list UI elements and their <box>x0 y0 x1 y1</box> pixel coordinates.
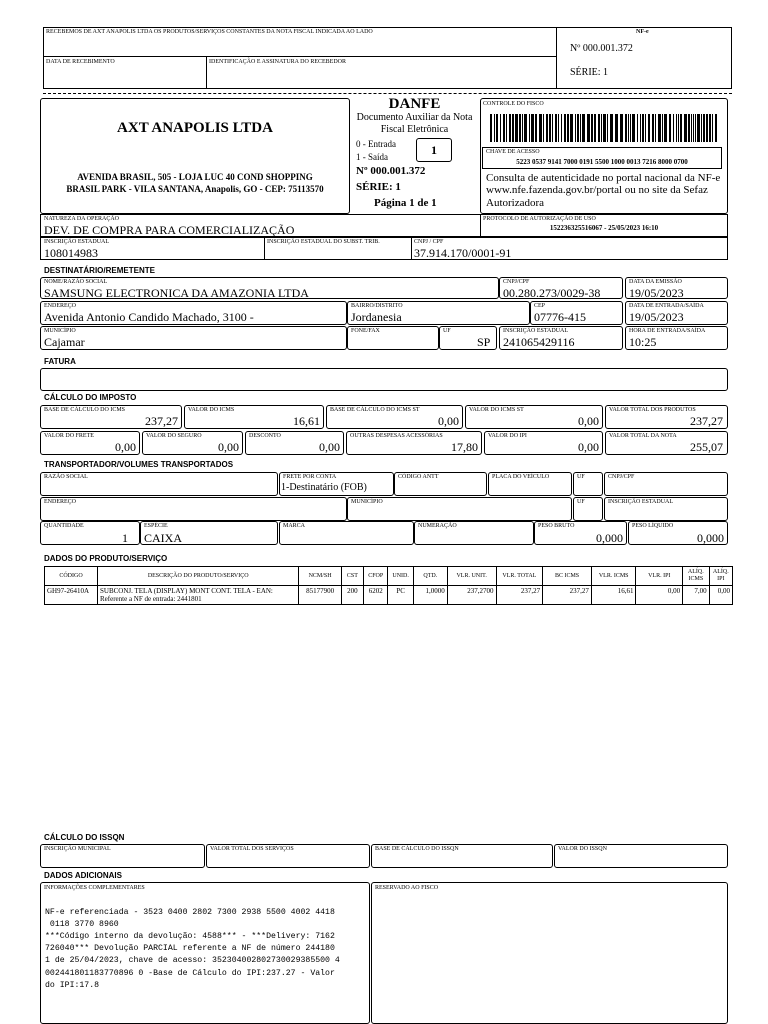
products-header <box>45 567 733 586</box>
barcode-bar <box>580 114 581 142</box>
icms: 16,61 <box>293 414 320 428</box>
products-table <box>44 566 733 605</box>
services-total-label: VALOR TOTAL DOS SERVIÇOS <box>210 846 294 852</box>
carrier-ie-label: INSCRIÇÃO ESTADUAL <box>608 499 674 505</box>
ie-label: INSCRIÇÃO ESTADUAL <box>44 239 110 245</box>
emitter-name: AXT ANAPOLIS LTDA <box>117 120 273 136</box>
recipient-cnpj: 00.280.273/0029-38 <box>503 286 601 300</box>
barcode-bar <box>582 114 585 142</box>
species: CAIXA <box>144 531 182 545</box>
barcode-bar <box>706 114 708 142</box>
danfe-number: Nº 000.001.372 <box>356 165 426 177</box>
barcode-bar <box>652 114 654 142</box>
barcode-bar <box>701 114 702 142</box>
barcode-bar <box>630 114 631 142</box>
control-label: CONTROLE DO FISCO <box>483 101 544 107</box>
tax-section: CÁLCULO DO IMPOSTO <box>44 393 137 402</box>
plate-label: PLACA DO VEÍCULO <box>492 474 550 480</box>
freight-mode-label: FRETE POR CONTA <box>283 474 337 480</box>
total-products: 237,27 <box>690 414 723 428</box>
barcode-bar <box>543 114 544 142</box>
barcode-bar <box>662 114 663 142</box>
receipt-text: RECEBEMOS DE AXT ANAPOLIS LTDA OS PRODUTOS/SERVIÇOS CONSTANTES DA NOTA FISCAL INDICADA AO LADO <box>46 29 373 35</box>
uf-label: UF <box>443 328 451 334</box>
barcode-bar <box>512 114 514 142</box>
net-weight: 0,000 <box>697 531 724 545</box>
recipient-ie-label: INSCRIÇÃO ESTADUAL <box>503 328 569 334</box>
emission-date: 19/05/2023 <box>629 286 684 300</box>
total-products-label: VALOR TOTAL DOS PRODUTOS <box>609 407 696 413</box>
carrier-uf2-label: UF <box>577 499 585 505</box>
carrier-city-label: MUNICÍPIO <box>351 499 383 505</box>
info-line: ***Código interno da devolução: 4588*** - ***Delivery: 7162 <box>45 932 335 942</box>
col-aliq-ipi: ALÍQ. IPI <box>709 567 732 586</box>
insurance-label: VALOR DO SEGURO <box>146 433 202 439</box>
freight: 0,00 <box>115 440 136 454</box>
barcode-bar <box>628 114 629 142</box>
recipient-city: Cajamar <box>44 335 85 349</box>
info-line: do IPI:17.8 <box>45 980 100 990</box>
cell-description-line1: SUBCONJ. TELA (DISPLAY) MONT CONT. TELA - EAN: <box>100 587 273 595</box>
antt-label: CÓDIGO ANTT <box>398 474 439 480</box>
stub-nfe-label: NF-e <box>636 29 649 35</box>
barcode-bar <box>601 114 602 142</box>
danfe-subtitle: Documento Auxiliar da Nota Fiscal Eletrônica <box>356 112 473 135</box>
barcode-bar <box>587 114 590 142</box>
barcode-bar <box>697 114 700 142</box>
barcode-bar <box>615 114 618 142</box>
barcode-bar <box>658 114 661 142</box>
col-ncm: NCM/SH <box>299 567 341 586</box>
discount: 0,00 <box>319 440 340 454</box>
danfe-series: SÉRIE: 1 <box>356 181 401 193</box>
barcode-bar <box>539 114 542 142</box>
nature-label: NATUREZA DA OPERAÇÃO <box>44 216 120 222</box>
recipient-name-label: NOME/RAZÃO SOCIAL <box>44 279 108 285</box>
barcode-bar <box>546 114 548 142</box>
district-label: BAIRRO/DISTRITO <box>351 303 403 309</box>
recipient-uf: SP <box>477 335 491 349</box>
barcode-bar <box>503 114 505 142</box>
barcode-bar <box>570 114 573 142</box>
consult-text: Consulta de autenticidade no portal nacional da NF-e www.nfe.fazenda.gov.br/portal ou no site da Sefaz Autorizadora <box>486 172 721 209</box>
barcode-bar <box>496 114 498 142</box>
barcode-bar <box>673 114 674 142</box>
barcode-bar <box>575 114 576 142</box>
date-io-label: DATA DE ENTRADA/SAÍDA <box>629 303 704 309</box>
reserved-label: RESERVADO AO FISCO <box>375 885 439 891</box>
issqn-value-label: VALOR DO ISSQN <box>558 846 607 852</box>
numbering-label: NUMERAÇÃO <box>418 523 457 529</box>
net-weight-label: PESO LÍQUIDO <box>632 523 674 529</box>
col-cfop: CFOP <box>364 567 388 586</box>
recipient-district: Jordanesia <box>351 310 402 324</box>
additional-info-label: INFORMAÇÕES COMPLEMENTARES <box>44 885 145 891</box>
barcode-bar <box>688 114 690 142</box>
emitter-box <box>40 98 350 214</box>
emission-label: DATA DA EMISSÃO <box>629 279 682 285</box>
icms-label: VALOR DO ICMS <box>188 407 235 413</box>
issqn-base-label: BASE DE CÁLCULO DO ISSQN <box>375 846 459 852</box>
barcode-bar <box>558 114 559 142</box>
entry-label: 0 - Entrada <box>356 139 396 149</box>
barcode-bar <box>625 114 627 142</box>
col-aliq-icms: ALÍQ. ICMS <box>683 567 710 586</box>
barcode-bar <box>549 114 551 142</box>
barcode-bar <box>607 114 608 142</box>
barcode-bar <box>535 114 537 142</box>
cell-unit: PC <box>388 586 413 605</box>
bc-icms-label: BASE DE CÁLCULO DO ICMS <box>44 407 126 413</box>
barcode-bar <box>522 114 523 142</box>
cell-icms: 16,61 <box>591 586 636 605</box>
total-note-label: VALOR TOTAL DA NOTA <box>609 433 677 439</box>
freight-label: VALOR DO FRETE <box>44 433 94 439</box>
cell-ncm: 85177900 <box>299 586 341 605</box>
ie-row <box>40 237 728 260</box>
barcode-bar <box>509 114 511 142</box>
cell-code: GH97-26410A <box>45 586 98 605</box>
discount-label: DESCONTO <box>249 433 281 439</box>
bc-st-label: BASE DE CÁLCULO DO ICMS ST <box>330 407 420 413</box>
recipient-address: Avenida Antonio Candido Machado, 3100 - <box>44 310 254 324</box>
access-key: 5223 0537 9141 7000 0191 5500 1000 0013 7216 8000 0700 <box>516 158 688 166</box>
col-bc-icms: BC ICMS <box>543 567 592 586</box>
invoice-section: FATURA <box>44 357 76 366</box>
barcode-bar <box>695 114 696 142</box>
city-box <box>40 326 347 350</box>
recipient-ie: 241065429116 <box>503 335 575 349</box>
bc-icms: 237,27 <box>145 414 178 428</box>
barcode-bar <box>684 114 687 142</box>
cell-cfop: 6202 <box>364 586 388 605</box>
barcode-bar <box>669 114 671 142</box>
barcode-bar <box>531 114 534 142</box>
danfe-title: DANFE <box>388 96 441 112</box>
cep-label: CEP <box>534 303 546 309</box>
barcode-bar <box>500 114 501 142</box>
info-line: 726040*** Devolução PARCIAL referente a NF de número 244180 <box>45 944 335 954</box>
cell-aliq-ipi: 0,00 <box>709 586 732 605</box>
barcode-bar <box>494 114 495 142</box>
stub-number: Nº 000.001.372 <box>570 43 633 54</box>
barcode-bar <box>680 114 682 142</box>
address-label: ENDEREÇO <box>44 303 76 309</box>
operation-type: 1 <box>431 143 437 157</box>
brand-label: MARCA <box>283 523 306 529</box>
barcode-bar <box>640 114 641 142</box>
danfe-page: Página 1 de 1 <box>374 197 437 209</box>
cell-total: 237,27 <box>496 586 543 605</box>
other-expenses-label: OUTRAS DESPESAS ACESSÓRIAS <box>350 433 443 439</box>
recipient-section: DESTINATÁRIO/REMETENTE <box>44 266 155 275</box>
receipt-stub <box>43 27 732 89</box>
recipient-cnpj-label: CNPJ/CPF <box>503 279 530 285</box>
barcode-bar <box>567 114 569 142</box>
access-key-label: CHAVE DE ACESSO <box>486 149 540 155</box>
barcode-bar <box>655 114 656 142</box>
gross-weight-label: PESO BRUTO <box>538 523 575 529</box>
recipient-cep: 07776-415 <box>534 310 586 324</box>
transport-section: TRANSPORTADOR/VOLUMES TRANSPORTADOS <box>44 460 234 469</box>
barcode-bar <box>490 114 492 142</box>
col-cst: CST <box>341 567 363 586</box>
barcode <box>490 114 720 142</box>
cell-bc-icms: 237,27 <box>543 586 592 605</box>
ipi: 0,00 <box>578 440 599 454</box>
cell-ipi: 0,00 <box>636 586 683 605</box>
carrier-address-label: ENDEREÇO <box>44 499 76 505</box>
barcode-bar <box>703 114 705 142</box>
receipt-signature-label: IDENTIFICAÇÃO E ASSINATURA DO RECEBEDOR <box>209 59 347 65</box>
barcode-bar <box>610 114 613 142</box>
barcode-bar <box>693 114 694 142</box>
info-line: 0118 3770 8960 <box>45 920 119 930</box>
receipt-date-label: DATA DE RECEBIMENTO <box>46 59 115 65</box>
barcode-bar <box>603 114 606 142</box>
barcode-bar <box>529 114 530 142</box>
barcode-bar <box>678 114 679 142</box>
barcode-bar <box>637 114 638 142</box>
barcode-bar <box>506 114 507 142</box>
barcode-bar <box>642 114 644 142</box>
col-unit: UNID. <box>388 567 413 586</box>
barcode-bar <box>594 114 596 142</box>
barcode-bar <box>577 114 579 142</box>
barcode-bar <box>632 114 635 142</box>
gross-weight: 0,000 <box>596 531 623 545</box>
col-description: DESCRIÇÃO DO PRODUTO/SERVIÇO <box>98 567 299 586</box>
barcode-bar <box>645 114 646 142</box>
carrier-uf-label: UF <box>577 474 585 480</box>
cell-description <box>98 586 299 605</box>
emitter-address-line2: BRASIL PARK - VILA SANTANA, Anapolis, GO - CEP: 75113570 <box>66 184 324 194</box>
cnpj-label: CNPJ / CPF <box>414 239 444 245</box>
time-label: HORA DE ENTRADA/SAÍDA <box>629 328 706 334</box>
stub-series: SÉRIE: 1 <box>570 67 609 78</box>
protocol: 152236325516067 - 25/05/2023 16:10 <box>549 224 659 232</box>
icms-st: 0,00 <box>578 414 599 428</box>
cell-description-line2: Referente a NF de entrada: 2441801 <box>100 595 202 604</box>
carrier-name-label: RAZÃO SOCIAL <box>44 474 88 480</box>
barcode-bar <box>564 114 566 142</box>
barcode-bar <box>712 114 713 142</box>
ipi-label: VALOR DO IPI <box>488 433 527 439</box>
barcode-bar <box>555 114 557 142</box>
cell-cst: 200 <box>341 586 363 605</box>
cell-unit-value: 237,2700 <box>447 586 496 605</box>
species-label: ESPÉCIE <box>144 523 168 529</box>
barcode-bar <box>691 114 692 142</box>
emitter-address-line1: AVENIDA BRASIL, 505 - LOJA LUC 40 COND SHOPPING <box>77 172 313 182</box>
invoice-box <box>40 368 728 391</box>
city-label: MUNICÍPIO <box>44 328 76 334</box>
barcode-bar <box>515 114 518 142</box>
barcode-bar <box>709 114 711 142</box>
barcode-bar <box>676 114 677 142</box>
barcode-bar <box>648 114 650 142</box>
other-expenses: 17,80 <box>451 440 478 454</box>
carrier-cnpj-label: CNPJ/CPF <box>608 474 635 480</box>
barcode-bar <box>715 114 717 142</box>
phone-label: FONE/FAX <box>351 328 380 334</box>
barcode-bar <box>552 114 553 142</box>
cell-aliq-icms: 7,00 <box>683 586 710 605</box>
col-qty: QTD. <box>413 567 447 586</box>
recipient-name: SAMSUNG ELECTRONICA DA AMAZONIA LTDA <box>44 286 309 300</box>
info-line: 002441801183770896 0 -Base de Cálculo do IPI:237.27 - Valor <box>45 968 335 978</box>
col-ipi: VLR. IPI <box>636 567 683 586</box>
additional-info-text <box>45 895 340 992</box>
exit-label: 1 - Saída <box>356 152 388 162</box>
icms-st-label: VALOR DO ICMS ST <box>469 407 524 413</box>
col-unit-value: VLR. UNIT. <box>447 567 496 586</box>
additional-section: DADOS ADICIONAIS <box>44 871 122 880</box>
insurance: 0,00 <box>218 440 239 454</box>
barcode-bar <box>620 114 623 142</box>
reserved-box <box>371 882 728 1024</box>
col-icms: VLR. ICMS <box>591 567 636 586</box>
date-io: 19/05/2023 <box>629 310 684 324</box>
products-section: DADOS DO PRODUTO/SERVIÇO <box>44 554 168 563</box>
col-total: VLR. TOTAL <box>496 567 543 586</box>
col-code: CÓDIGO <box>45 567 98 586</box>
table-row <box>45 586 733 605</box>
bc-st: 0,00 <box>438 414 459 428</box>
barcode-bar <box>664 114 667 142</box>
municipal-reg-label: INSCRIÇÃO MUNICIPAL <box>44 846 111 852</box>
emitter-cnpj: 37.914.170/0001-91 <box>414 246 512 260</box>
issqn-section: CÁLCULO DO ISSQN <box>44 833 125 842</box>
freight-mode: 1-Destinatário (FOB) <box>281 482 367 493</box>
info-line: 1 de 25/04/2023, chave de acesso: 352304002802730029385500 4 <box>45 956 340 966</box>
total-note: 255,07 <box>690 440 723 454</box>
ie-st-label: INSCRIÇÃO ESTADUAL DO SUBST. TRIB. <box>267 239 380 245</box>
io-time: 10:25 <box>629 335 657 349</box>
quantity-label: QUANTIDADE <box>44 523 84 529</box>
barcode-bar <box>561 114 562 142</box>
barcode-bar <box>598 114 600 142</box>
carrier-address-box <box>40 497 347 521</box>
nature-of-operation: DEV. DE COMPRA PARA COMERCIALIZAÇÃO <box>44 223 295 237</box>
barcode-bar <box>519 114 521 142</box>
protocol-label: PROTOCOLO DE AUTORIZAÇÃO DE USO <box>483 216 596 222</box>
cell-qty: 1,0000 <box>413 586 447 605</box>
cut-line <box>43 93 732 94</box>
quantity: 1 <box>122 531 128 545</box>
barcode-bar <box>524 114 527 142</box>
barcode-bar <box>591 114 593 142</box>
info-line: NF-e referenciada - 3523 0400 2802 7300 2938 5500 4002 4418 <box>45 908 335 918</box>
emitter-ie: 108014983 <box>44 246 98 260</box>
